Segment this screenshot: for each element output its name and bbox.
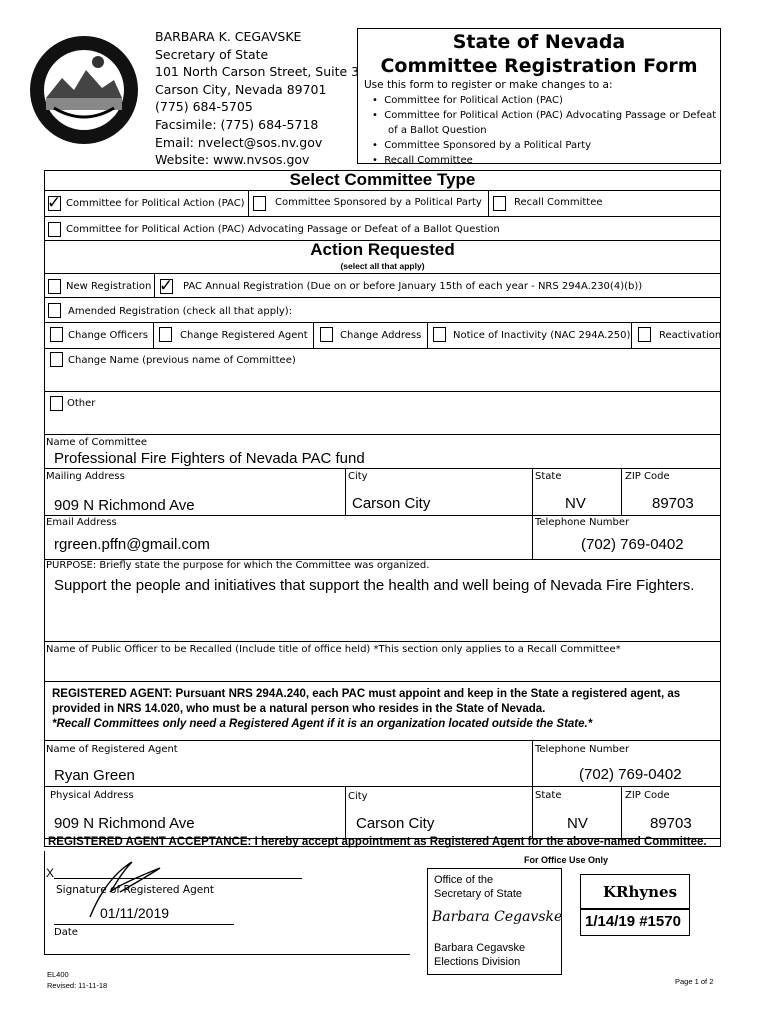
divider xyxy=(44,297,721,298)
divider xyxy=(631,322,632,348)
purpose-field[interactable]: Support the people and initiatives that support the health and well being of Nevada Fire Fighters. xyxy=(54,577,695,594)
label-zip: ZIP Code xyxy=(625,471,670,482)
checkbox-change-agent[interactable] xyxy=(159,327,172,342)
zip-field[interactable]: 89703 xyxy=(652,495,694,512)
checkbox-change-officers[interactable] xyxy=(50,327,63,342)
email-field[interactable]: rgreen.pffn@gmail.com xyxy=(54,536,210,553)
signature-date-field[interactable]: 01/11/2019 xyxy=(100,905,170,921)
divider xyxy=(488,190,489,216)
divider xyxy=(44,515,721,516)
divider xyxy=(44,322,721,323)
divider xyxy=(248,190,249,216)
form-use-text: Use this form to register or make changes to a: xyxy=(364,79,613,91)
label-agent-state: State xyxy=(535,790,562,801)
office-line: Barbara Cegavske xyxy=(434,942,526,954)
sos-contact-block xyxy=(155,28,359,169)
signature-x-mark: X xyxy=(46,866,55,880)
label-mailing-address: Mailing Address xyxy=(46,471,125,482)
label-new-registration: New Registration xyxy=(66,281,152,292)
checkbox-change-address[interactable] xyxy=(320,327,333,342)
checkbox-inactivity[interactable] xyxy=(433,327,446,342)
label-city: City xyxy=(348,471,368,482)
receipt-stamp-box xyxy=(580,908,690,936)
label-recall-officer: Name of Public Officer to be Recalled (Include title of office held) *This section only applies to a Recall Committee* xyxy=(46,644,621,655)
form-use-bullets xyxy=(372,93,717,168)
checkmark-icon: ✓ xyxy=(159,276,174,296)
label-inactivity: Notice of Inactivity (NAC 294A.250) xyxy=(453,330,631,341)
label-agent-signature: Signature of Registered Agent xyxy=(56,884,214,896)
label-annual-registration: PAC Annual Registration (Due on or before January 15th of each year - NRS 294A.230(4)(b)) xyxy=(183,281,643,292)
city-field[interactable]: Carson City xyxy=(352,495,431,512)
divider xyxy=(44,468,721,469)
divider xyxy=(621,786,622,838)
header-line: BARBARA K. CEGAVSKE xyxy=(155,29,302,44)
header-line: 101 North Carson Street, Suite 3 xyxy=(155,64,360,80)
office-use-stamp xyxy=(427,868,562,975)
office-line: Secretary of State xyxy=(434,888,523,900)
checkbox-party[interactable] xyxy=(253,196,266,211)
divider xyxy=(44,786,721,787)
divider xyxy=(44,190,721,191)
header-line: Carson City, Nevada 89701 xyxy=(155,81,327,97)
checkbox-change-name[interactable] xyxy=(50,352,63,367)
list-item: • Committee Sponsored by a Political Party xyxy=(372,140,592,151)
sos-signature: Barbara Cegavske xyxy=(432,909,563,925)
agent-state-field[interactable]: NV xyxy=(567,815,588,832)
state-field[interactable]: NV xyxy=(565,495,586,512)
nevada-state-seal xyxy=(28,34,140,146)
label-change-address: Change Address xyxy=(340,330,422,341)
label-state: State xyxy=(535,471,562,482)
label-other: Other xyxy=(67,398,96,409)
checkbox-amended[interactable] xyxy=(48,303,61,318)
header-line: Email: nvelect@sos.nv.gov xyxy=(155,134,323,150)
telephone-field[interactable]: (702) 769-0402 xyxy=(581,536,684,553)
form-title-box xyxy=(357,28,721,164)
divider xyxy=(532,740,533,838)
action-subheading: (select all that apply) xyxy=(340,261,425,271)
list-item: • Committee for Political Action (PAC) xyxy=(372,95,563,106)
checkbox-recall[interactable] xyxy=(493,196,506,211)
divider xyxy=(44,740,721,741)
label-reactivation: Reactivation xyxy=(659,330,722,341)
divider xyxy=(427,322,428,348)
label-change-name: Change Name (previous name of Committee) xyxy=(68,355,296,366)
committee-name-field[interactable]: Professional Fire Fighters of Nevada PAC fund xyxy=(54,450,365,467)
office-line: Office of the xyxy=(434,874,494,886)
divider xyxy=(345,786,346,838)
section-heading-committee-type: Select Committee Type xyxy=(289,170,476,189)
list-item: of a Ballot Question xyxy=(388,125,487,136)
checkbox-ballot-pac[interactable] xyxy=(48,222,61,237)
form-title-state: State of Nevada xyxy=(452,31,626,53)
divider xyxy=(153,322,154,348)
divider xyxy=(621,468,622,515)
checkbox-reactivation[interactable] xyxy=(638,327,651,342)
receipt-stamp: 1/14/19 #1570 xyxy=(585,913,681,930)
label-party: Committee Sponsored by a Political Party xyxy=(275,197,482,208)
divider xyxy=(154,273,155,297)
agent-zip-field[interactable]: 89703 xyxy=(650,815,692,832)
form-revision-info: EL400 Revised: 11-11-18 xyxy=(47,970,108,990)
mailing-address-field[interactable]: 909 N Richmond Ave xyxy=(54,497,195,514)
header-line: Website: www.nvsos.gov xyxy=(155,152,310,168)
agent-name-field[interactable]: Ryan Green xyxy=(54,767,135,784)
office-line: Elections Division xyxy=(434,956,521,968)
header-line: Facsimile: (775) 684-5718 xyxy=(155,116,319,132)
label-change-agent: Change Registered Agent xyxy=(180,330,308,341)
page-number: Page 1 of 2 xyxy=(675,977,714,986)
section-heading-action: Action Requested xyxy=(310,240,455,259)
initials-box xyxy=(580,874,690,910)
divider xyxy=(44,273,721,274)
list-item: • Recall Committee xyxy=(372,155,473,166)
divider xyxy=(44,641,721,642)
agent-telephone-field[interactable]: (702) 769-0402 xyxy=(579,766,682,783)
list-item: • Committee for Political Action (PAC) Advocating Passage or Defeat xyxy=(372,110,717,121)
divider xyxy=(532,468,533,559)
label-purpose: PURPOSE: Briefly state the purpose for which the Committee was organized. xyxy=(46,560,430,571)
divider xyxy=(313,322,314,348)
label-pac: Committee for Political Action (PAC) xyxy=(66,198,245,209)
divider xyxy=(44,348,721,349)
label-telephone: Telephone Number xyxy=(535,517,630,528)
divider xyxy=(44,681,721,682)
label-agent-telephone: Telephone Number xyxy=(535,744,630,755)
label-committee-name: Name of Committee xyxy=(46,437,148,448)
label-agent-zip: ZIP Code xyxy=(625,790,670,801)
checkbox-other[interactable] xyxy=(50,396,63,411)
label-recall: Recall Committee xyxy=(514,197,603,208)
label-amended: Amended Registration (check all that apply): xyxy=(68,306,293,317)
divider xyxy=(44,391,721,392)
office-use-heading: For Office Use Only xyxy=(524,855,609,865)
date-line xyxy=(54,924,234,925)
label-date: Date xyxy=(54,927,78,938)
divider xyxy=(44,434,721,435)
label-email: Email Address xyxy=(46,517,117,528)
agent-address-field[interactable]: 909 N Richmond Ave xyxy=(54,815,195,832)
registered-agent-notice: REGISTERED AGENT: Pursuant NRS 294A.240, each PAC must appoint and keep in the State a registered agent, as provided in NRS 14.020, who must be a natural person who resides in the State of Nevada. *Recall Committees only need a Registered Agent if it is an organization located outside the State.* xyxy=(52,688,681,730)
checkmark-icon: ✓ xyxy=(47,193,62,213)
checkbox-new-registration[interactable] xyxy=(48,279,61,294)
divider xyxy=(44,954,410,955)
header-line: Secretary of State xyxy=(155,46,269,62)
label-ballot-pac: Committee for Political Action (PAC) Advocating Passage or Defeat of a Ballot Question xyxy=(66,224,500,235)
label-change-officers: Change Officers xyxy=(68,330,148,341)
label-agent-city: City xyxy=(348,791,368,802)
agent-acceptance-statement: REGISTERED AGENT ACCEPTANCE: I hereby accept appointment as Registered Agent for the above-named Committee. xyxy=(48,836,707,848)
divider xyxy=(44,216,721,217)
label-physical-address: Physical Address xyxy=(50,790,134,801)
header-line: (775) 684-5705 xyxy=(155,99,253,115)
received-initials: KRhynes xyxy=(603,883,678,901)
agent-city-field[interactable]: Carson City xyxy=(356,815,435,832)
label-agent-name: Name of Registered Agent xyxy=(46,744,178,755)
divider xyxy=(345,468,346,515)
form-title: Committee Registration Form xyxy=(380,55,698,77)
